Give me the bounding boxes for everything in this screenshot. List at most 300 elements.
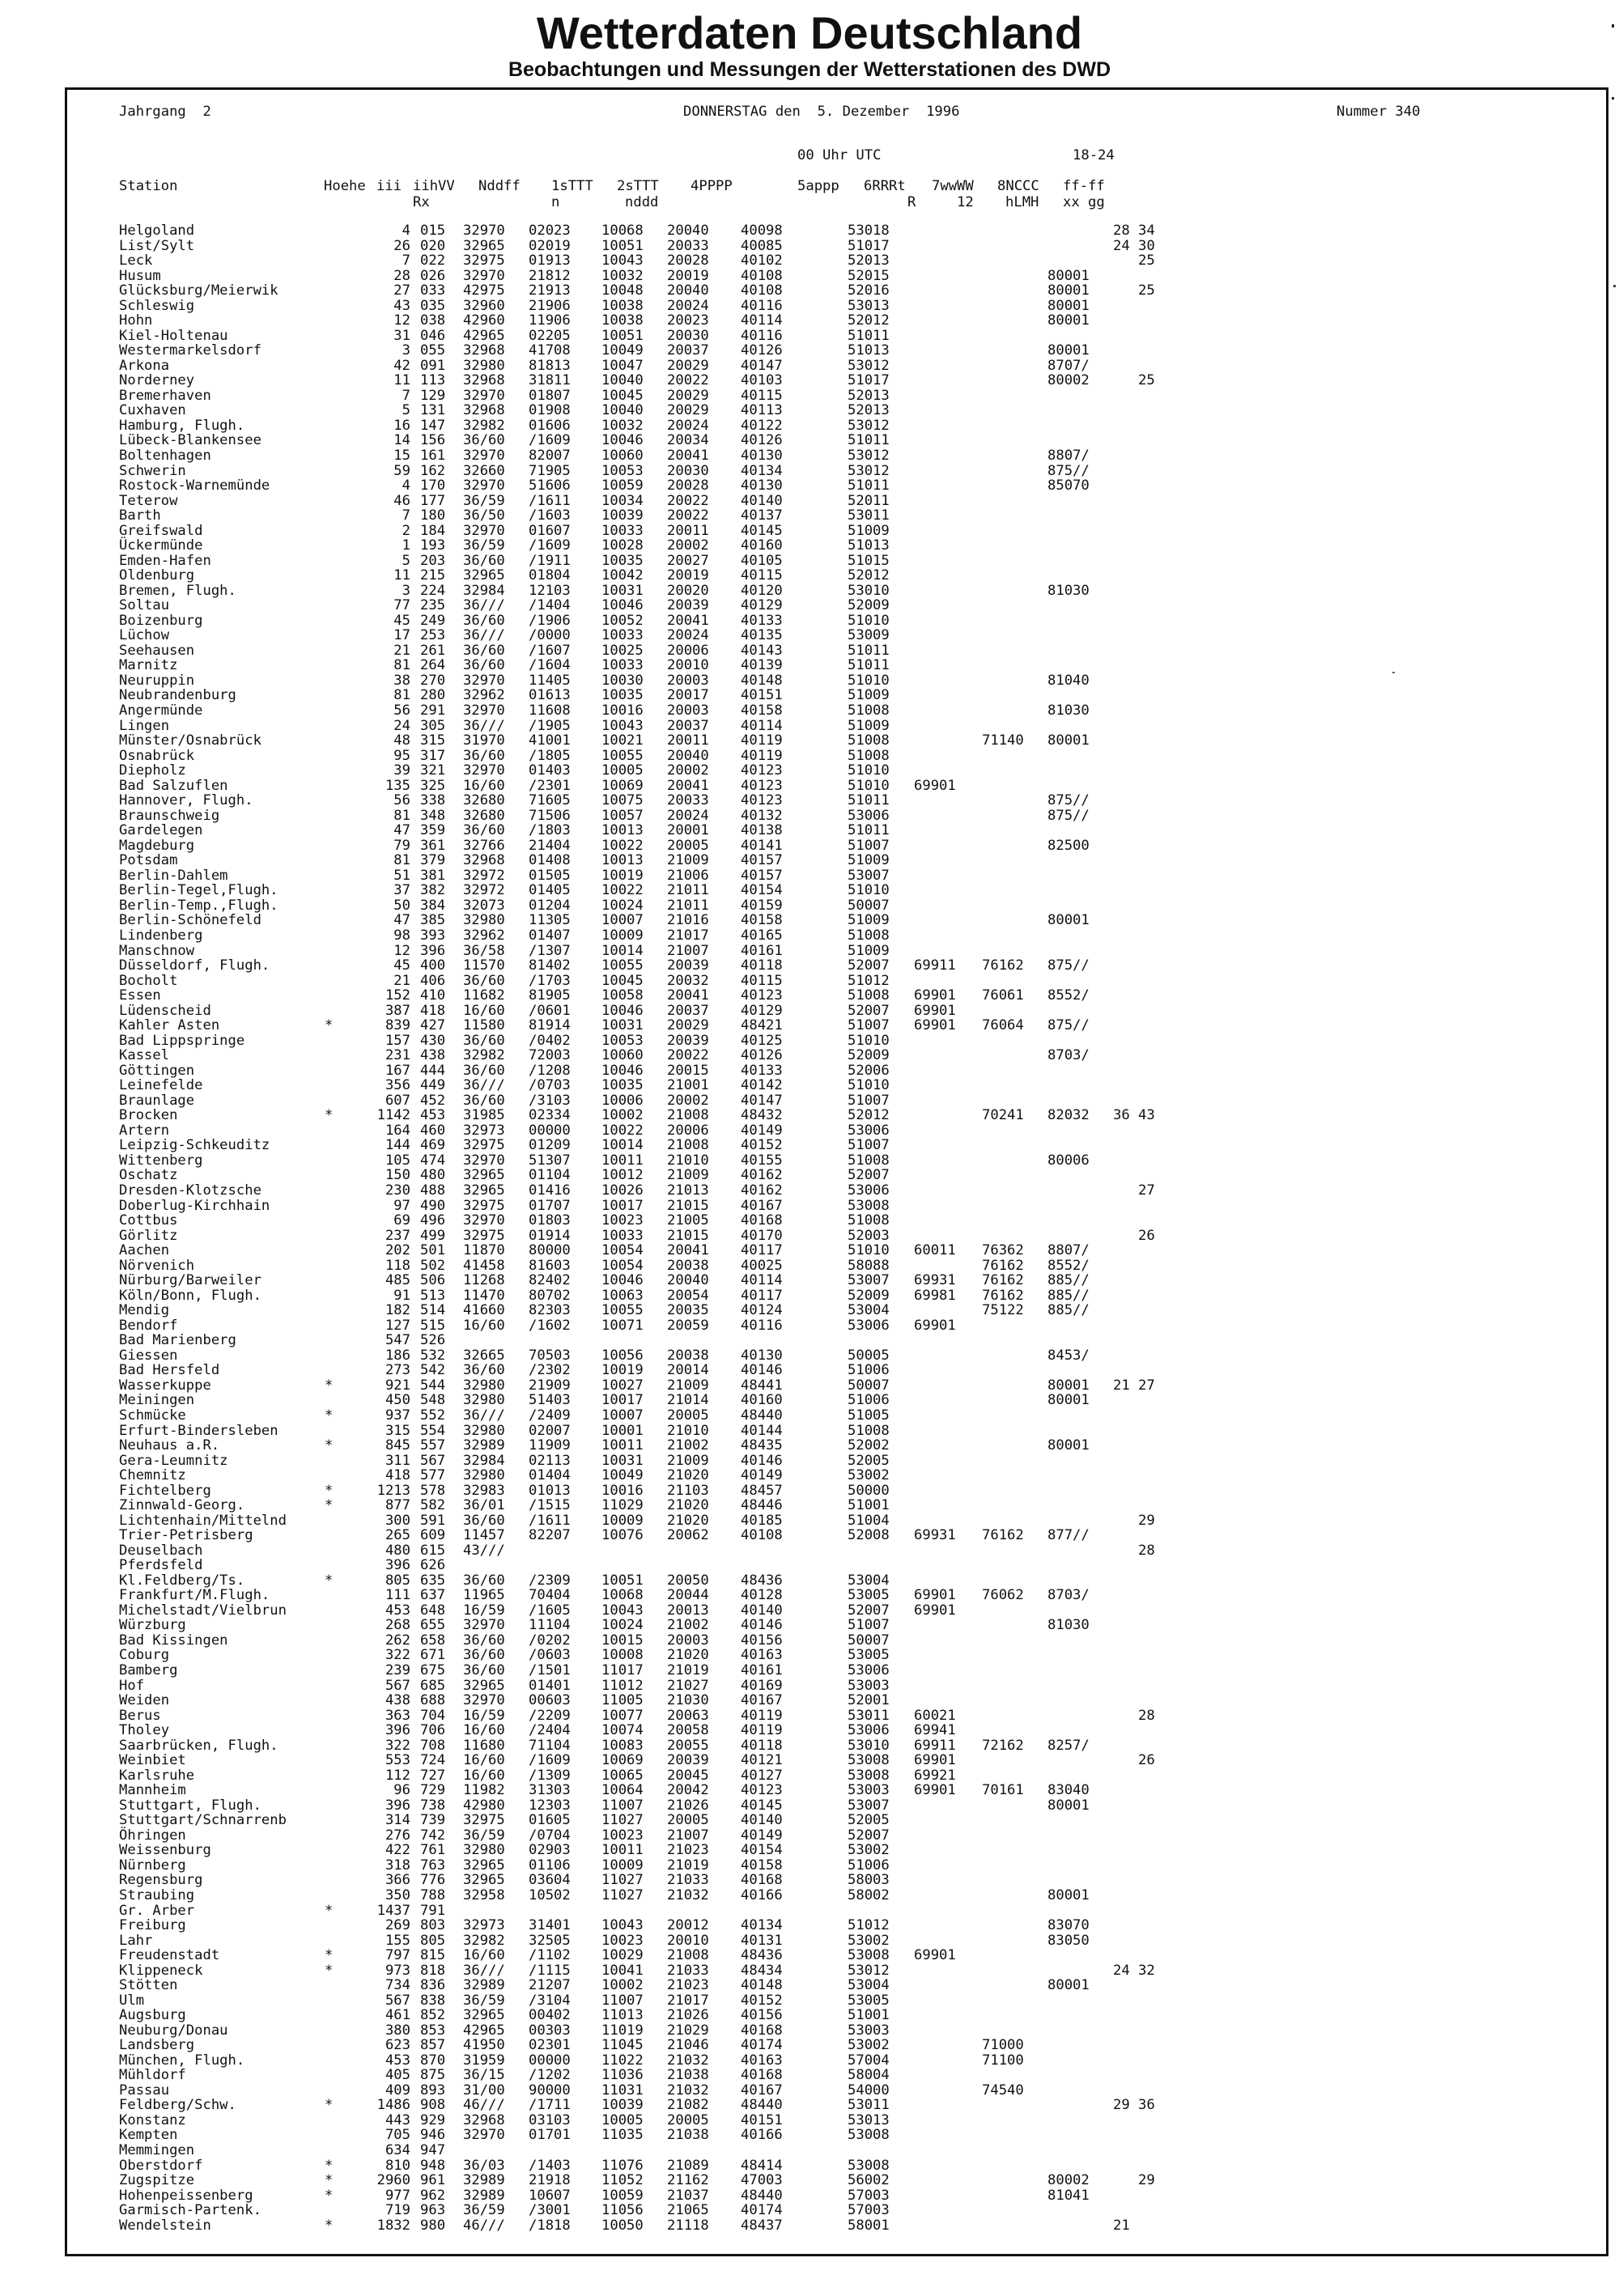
- hoehe-cell: 797: [385, 1947, 410, 1964]
- rrr-cell: [914, 1093, 982, 1109]
- rrr-cell: 69941: [914, 1722, 956, 1739]
- nddff-cell: 01914: [529, 1227, 571, 1244]
- hoehe-cell: 5: [402, 552, 410, 569]
- sttt1-cell: 10023: [601, 1932, 644, 1949]
- nddff-cell: [529, 2143, 601, 2158]
- sttt2-cell: [667, 1333, 741, 1348]
- nddff-cell: 02334: [529, 1107, 571, 1124]
- ff-cell: [1113, 733, 1178, 749]
- ff-cell: [1113, 673, 1178, 689]
- rrr-cell: [914, 584, 982, 599]
- rrr-cell: [914, 343, 982, 359]
- rrr-cell: 60021: [914, 1707, 956, 1724]
- nccc-cell: [1047, 2203, 1113, 2218]
- wwww-cell: [982, 2023, 1047, 2039]
- table-row: [119, 418, 1178, 434]
- station-name: Norderney: [119, 372, 195, 389]
- iii-cell: 427: [420, 1017, 446, 1034]
- pppp-cell: 40174: [741, 2202, 783, 2219]
- nccc-cell: [1047, 928, 1113, 944]
- nccc-cell: 83070: [1047, 1917, 1090, 1934]
- mountain-marker: *: [325, 1437, 334, 1454]
- sttt1-cell: 10071: [601, 1317, 644, 1334]
- ff-cell: [1113, 433, 1178, 448]
- mountain-marker: [325, 329, 339, 344]
- iii-cell: 761: [420, 1842, 446, 1859]
- table-row: [119, 343, 1178, 359]
- appp-cell: 51011: [848, 477, 890, 494]
- pppp-cell: 40116: [741, 297, 783, 314]
- sttt2-cell: 20024: [667, 297, 709, 314]
- ff-cell: [1113, 928, 1178, 944]
- hoehe-cell: 56: [393, 792, 410, 809]
- iii-cell: 615: [420, 1542, 446, 1559]
- iii-cell: 557: [420, 1437, 446, 1454]
- nddff-cell: [529, 1558, 601, 1573]
- nccc-cell: [1047, 524, 1113, 539]
- wwww-cell: [982, 329, 1047, 344]
- sttt2-cell: [667, 2143, 741, 2158]
- rrr-cell: [914, 418, 982, 434]
- table-row: [119, 464, 1178, 479]
- sttt1-cell: 10038: [601, 312, 644, 329]
- table-row: [119, 1753, 1178, 1768]
- wwww-cell: 76061: [982, 987, 1024, 1004]
- sttt1-cell: 10013: [601, 822, 644, 839]
- iihvv-cell: 32975: [463, 1137, 505, 1154]
- pppp-cell: 40123: [741, 792, 783, 809]
- hoehe-cell: 311: [385, 1452, 410, 1469]
- nddff-cell: /1609: [529, 1752, 571, 1769]
- iii-cell: 609: [420, 1527, 446, 1544]
- sttt2-cell: 21038: [667, 2067, 709, 2084]
- pppp-cell: 40161: [741, 1662, 783, 1678]
- appp-cell: 52009: [848, 1047, 890, 1064]
- nccc-cell: 80001: [1047, 267, 1090, 284]
- nddff-cell: 01606: [529, 417, 571, 434]
- nccc-cell: [1047, 1708, 1113, 1724]
- sttt1-cell: 11012: [601, 1677, 644, 1694]
- sttt2-cell: 20015: [667, 1062, 709, 1079]
- nddff-cell: /1711: [529, 2097, 571, 2114]
- appp-cell: 53008: [848, 2127, 890, 2144]
- station-name: Leipzig-Schkeuditz: [119, 1137, 270, 1154]
- ff-cell: [1113, 944, 1178, 959]
- hoehe-cell: 24: [393, 717, 410, 734]
- nddff-cell: /1611: [529, 1512, 571, 1529]
- nddff-cell: 02007: [529, 1422, 571, 1439]
- sttt2-cell: 20041: [667, 777, 709, 794]
- station-name: Mühldorf: [119, 2067, 186, 2084]
- station-name: Köln/Bonn, Flugh.: [119, 1287, 261, 1304]
- iihvv-cell: 31959: [463, 2052, 505, 2069]
- iihvv-cell: [463, 1333, 529, 1348]
- station-name: Westermarkelsdorf: [119, 342, 261, 359]
- sttt2-cell: 21017: [667, 1992, 709, 2009]
- nccc-cell: [1047, 1948, 1113, 1963]
- pppp-cell: 40158: [741, 702, 783, 719]
- iii-cell: 033: [420, 282, 446, 299]
- ff-cell: [1113, 868, 1178, 884]
- nccc-cell: [1047, 2053, 1113, 2069]
- pppp-cell: 40144: [741, 1422, 783, 1439]
- nccc-cell: [1047, 388, 1113, 404]
- nddff-cell: /1403: [529, 2157, 571, 2174]
- mountain-marker: [325, 1168, 339, 1183]
- ff-cell: [1113, 1648, 1178, 1663]
- table-row: [119, 2143, 1178, 2158]
- nddff-cell: 21913: [529, 282, 571, 299]
- sttt1-cell: 10017: [601, 1392, 644, 1409]
- mountain-marker: [325, 1213, 339, 1229]
- wwww-cell: [982, 1858, 1047, 1874]
- mountain-marker: [325, 779, 339, 794]
- sttt1-cell: 10049: [601, 1467, 644, 1484]
- wwww-cell: [982, 1903, 1047, 1919]
- appp-cell: 50007: [848, 897, 890, 914]
- ff-cell: [1113, 1483, 1178, 1499]
- iihvv-cell: 36/58: [463, 942, 505, 959]
- rrr-cell: [914, 1348, 982, 1364]
- nccc-cell: 875//: [1047, 462, 1090, 479]
- wwww-cell: [982, 1888, 1047, 1903]
- nccc-cell: 80001: [1047, 297, 1090, 314]
- hoehe-cell: 480: [385, 1542, 410, 1559]
- pppp-cell: 40151: [741, 2111, 783, 2128]
- nccc-cell: [1047, 1603, 1113, 1619]
- nddff-cell: /1609: [529, 432, 571, 449]
- iii-cell: 870: [420, 2052, 446, 2069]
- appp-cell: 51006: [848, 1857, 890, 1874]
- nccc-cell: [1047, 329, 1113, 344]
- iihvv-cell: 32970: [463, 1692, 505, 1709]
- pppp-cell: 40098: [741, 223, 783, 239]
- iii-cell: 658: [420, 1632, 446, 1649]
- pppp-cell: 40168: [741, 2067, 783, 2084]
- ff-cell: [1113, 2128, 1178, 2143]
- table-row: [119, 1018, 1178, 1033]
- hoehe-cell: 98: [393, 927, 410, 944]
- station-name: Bamberg: [119, 1662, 178, 1678]
- hoehe-cell: 322: [385, 1737, 410, 1754]
- ff-cell: [1113, 343, 1178, 359]
- iihvv-cell: 41458: [463, 1257, 505, 1274]
- pppp-cell: 40139: [741, 657, 783, 674]
- station-name: Soltau: [119, 597, 170, 614]
- mountain-marker: [325, 1603, 339, 1619]
- appp-cell: 53011: [848, 1707, 890, 1724]
- pppp-cell: 40121: [741, 1752, 783, 1769]
- station-name: Seehausen: [119, 642, 195, 659]
- rrr-cell: [914, 2113, 982, 2128]
- iihvv-cell: 32982: [463, 1047, 505, 1064]
- table-row: [119, 373, 1178, 388]
- iihvv-cell: 32975: [463, 1227, 505, 1244]
- ff-cell: [1113, 1588, 1178, 1603]
- rrr-cell: 69901: [914, 1017, 956, 1034]
- station-name: Saarbrücken, Flugh.: [119, 1737, 278, 1754]
- nddff-cell: /0603: [529, 1647, 571, 1664]
- table-row: [119, 1738, 1178, 1754]
- rrr-cell: [914, 1903, 982, 1919]
- table-row: [119, 494, 1178, 509]
- table-row: [119, 928, 1178, 944]
- rrr-cell: [914, 223, 982, 239]
- rrr-cell: [914, 283, 982, 299]
- nddff-cell: /1102: [529, 1947, 571, 1964]
- nddff-cell: 01607: [529, 522, 571, 539]
- mountain-marker: [325, 1738, 339, 1754]
- hoehe-cell: 845: [385, 1437, 410, 1454]
- nccc-cell: 80001: [1047, 1377, 1090, 1394]
- station-name: Düsseldorf, Flugh.: [119, 957, 270, 974]
- iihvv-cell: 42965: [463, 327, 505, 344]
- sttt2-cell: 20042: [667, 1782, 709, 1799]
- wwww-cell: [982, 1828, 1047, 1844]
- iii-cell: 305: [420, 717, 446, 734]
- sttt1-cell: 11029: [601, 1497, 644, 1514]
- table-row: [119, 1303, 1178, 1318]
- station-name: Hohn: [119, 312, 153, 329]
- rrr-cell: [914, 554, 982, 569]
- wwww-cell: [982, 1663, 1047, 1678]
- iihvv-cell: 32982: [463, 417, 505, 434]
- iii-cell: 280: [420, 687, 446, 704]
- iihvv-cell: 32962: [463, 687, 505, 704]
- iii-cell: 501: [420, 1242, 446, 1259]
- table-row: [119, 2128, 1178, 2143]
- ff-cell: [1113, 1903, 1178, 1919]
- pppp-cell: 40167: [741, 1197, 783, 1214]
- nccc-cell: [1047, 1693, 1113, 1708]
- ff-cell: [1113, 898, 1178, 914]
- nddff-cell: 41708: [529, 342, 571, 359]
- nccc-cell: [1047, 1408, 1113, 1424]
- nccc-cell: [1047, 1753, 1113, 1768]
- hoehe-cell: 135: [385, 777, 410, 794]
- hoehe-cell: 38: [393, 672, 410, 689]
- mountain-marker: [325, 2203, 339, 2218]
- ff-cell: [1113, 643, 1178, 659]
- iii-cell: 947: [420, 2142, 446, 2158]
- sttt2-cell: 20019: [667, 567, 709, 584]
- table-row: [119, 719, 1178, 734]
- pppp-cell: 40116: [741, 327, 783, 344]
- pppp-cell: 40130: [741, 477, 783, 494]
- scan-mark: [1612, 24, 1614, 28]
- pppp-cell: 40146: [741, 1362, 783, 1379]
- table-row: [119, 643, 1178, 659]
- nccc-cell: [1047, 1768, 1113, 1784]
- sttt2-cell: 20003: [667, 702, 709, 719]
- pppp-cell: 40126: [741, 1047, 783, 1064]
- nccc-cell: 80001: [1047, 1392, 1090, 1409]
- ff-cell: [1113, 2203, 1178, 2218]
- hoehe-cell: 12: [393, 312, 410, 329]
- ff-cell: [1113, 1363, 1178, 1378]
- hoehe-cell: 607: [385, 1092, 410, 1109]
- pppp-cell: 40124: [741, 1302, 783, 1319]
- sttt1-cell: [601, 1558, 667, 1573]
- station-name: Oldenburg: [119, 567, 195, 584]
- wwww-cell: [982, 253, 1047, 269]
- iii-cell: 480: [420, 1167, 446, 1184]
- nccc-cell: [1047, 1004, 1113, 1019]
- nccc-cell: 875//: [1047, 1017, 1090, 1034]
- sttt1-cell: 11013: [601, 2007, 644, 2024]
- ff-cell: [1113, 1813, 1178, 1828]
- wwww-cell: 71000: [982, 2037, 1024, 2054]
- pppp-cell: 40146: [741, 1617, 783, 1634]
- station-name: Neuruppin: [119, 672, 195, 689]
- iii-cell: 836: [420, 1977, 446, 1994]
- appp-cell: 51010: [848, 762, 890, 779]
- iii-cell: 502: [420, 1257, 446, 1274]
- station-name: Arkona: [119, 357, 170, 374]
- sttt2-cell: 20054: [667, 1287, 709, 1304]
- station-name: Leck: [119, 253, 153, 269]
- table-row: [119, 1588, 1178, 1603]
- table-row: [119, 1573, 1178, 1589]
- nddff-cell: 01913: [529, 253, 571, 269]
- nccc-cell: [1047, 1199, 1113, 1214]
- table-row: [119, 733, 1178, 749]
- appp-cell: 53012: [848, 357, 890, 374]
- rrr-cell: [914, 494, 982, 509]
- rrr-cell: [914, 313, 982, 329]
- nccc-cell: [1047, 1843, 1113, 1858]
- mountain-marker: [325, 2008, 339, 2023]
- ff-cell: [1113, 1424, 1178, 1439]
- mountain-marker: *: [325, 1407, 334, 1424]
- mountain-marker: [325, 1888, 339, 1903]
- nddff-cell: 01209: [529, 1137, 571, 1154]
- iihvv-cell: 36/60: [463, 642, 505, 659]
- rrr-cell: [914, 853, 982, 868]
- nddff-cell: 01701: [529, 2127, 571, 2144]
- rrr-cell: 69911: [914, 1737, 956, 1754]
- table-row: [119, 1393, 1178, 1408]
- mountain-marker: [325, 913, 339, 928]
- wwww-cell: [982, 1168, 1047, 1183]
- iii-cell: 038: [420, 312, 446, 329]
- ff-cell: [1113, 1798, 1178, 1814]
- nccc-cell: [1047, 944, 1113, 959]
- sttt1-cell: 10050: [601, 2217, 644, 2234]
- table-row: [119, 1138, 1178, 1153]
- station-name: Osnabrück: [119, 747, 195, 764]
- mountain-marker: [325, 1229, 339, 1244]
- sttt1-cell: 10039: [601, 507, 644, 524]
- rrr-cell: [914, 883, 982, 898]
- wwww-cell: [982, 2203, 1047, 2218]
- sttt1-cell: 10051: [601, 327, 644, 344]
- iihvv-cell: 16/60: [463, 1752, 505, 1769]
- iii-cell: 321: [420, 762, 446, 779]
- station-name: Neuburg/Donau: [119, 2022, 228, 2039]
- nddff-cell: 81813: [529, 357, 571, 374]
- ff-cell: [1113, 1288, 1178, 1304]
- wwww-cell: 70241: [982, 1107, 1024, 1124]
- table-row: [119, 299, 1178, 314]
- iihvv-cell: 32970: [463, 477, 505, 494]
- iihvv-cell: 32980: [463, 912, 505, 929]
- hoehe-cell: 276: [385, 1827, 410, 1844]
- appp-cell: 53003: [848, 2022, 890, 2039]
- ff-cell: [1113, 2158, 1178, 2174]
- wwww-cell: [982, 1438, 1047, 1454]
- sttt2-cell: 21026: [667, 2007, 709, 2024]
- nccc-cell: [1047, 1678, 1113, 1694]
- ff-cell: [1113, 2068, 1178, 2083]
- hoehe-cell: 95: [393, 747, 410, 764]
- appp-cell: 52013: [848, 402, 890, 419]
- table-row: [119, 239, 1178, 254]
- rrr-cell: [914, 1033, 982, 1049]
- station-name: Coburg: [119, 1647, 170, 1664]
- appp-cell: 51001: [848, 2007, 890, 2024]
- iihvv-cell: 32965: [463, 567, 505, 584]
- iii-cell: 452: [420, 1092, 446, 1109]
- station-name: Teterow: [119, 492, 178, 509]
- wwww-cell: 72162: [982, 1737, 1024, 1754]
- iihvv-cell: 32965: [463, 1167, 505, 1184]
- nccc-cell: [1047, 2098, 1113, 2113]
- mountain-marker: [325, 928, 339, 944]
- station-name: Ückermünde: [119, 537, 203, 554]
- iihvv-cell: 11680: [463, 1737, 505, 1754]
- sttt2-cell: 21002: [667, 1617, 709, 1634]
- hoehe-cell: 805: [385, 1572, 410, 1589]
- mountain-marker: [325, 418, 339, 434]
- sttt1-cell: 10056: [601, 1347, 644, 1364]
- nccc-cell: 875//: [1047, 792, 1090, 809]
- sttt1-cell: 10055: [601, 957, 644, 974]
- appp-cell: 58088: [848, 1257, 890, 1274]
- sttt2-cell: 21032: [667, 1886, 709, 1903]
- table-row: [119, 1438, 1178, 1454]
- station-name: Zinnwald-Georg.: [119, 1497, 245, 1514]
- mountain-marker: [325, 1123, 339, 1139]
- rrr-cell: [914, 524, 982, 539]
- station-name: Erfurt-Bindersleben: [119, 1422, 278, 1439]
- iihvv-cell: 36/60: [463, 1662, 505, 1678]
- pppp-cell: 40119: [741, 1707, 783, 1724]
- nccc-cell: [1047, 1033, 1113, 1049]
- pppp-cell: 48440: [741, 2187, 783, 2204]
- iii-cell: 418: [420, 1002, 446, 1019]
- sttt2-cell: 20014: [667, 1362, 709, 1379]
- ff-cell: [1113, 598, 1178, 613]
- ff-cell: [1113, 1213, 1178, 1229]
- sttt2-cell: 21017: [667, 927, 709, 944]
- hoehe-cell: 28: [393, 267, 410, 284]
- station-name: Freudenstadt: [119, 1947, 220, 1964]
- sttt1-cell: 11027: [601, 1872, 644, 1889]
- iihvv-cell: 31985: [463, 1107, 505, 1124]
- station-name: Berlin-Schönefeld: [119, 912, 261, 929]
- appp-cell: 51007: [848, 1617, 890, 1634]
- rrr-cell: [914, 1558, 982, 1573]
- sttt2-cell: 20002: [667, 537, 709, 554]
- iihvv-cell: 32970: [463, 1617, 505, 1634]
- pppp-cell: 40102: [741, 253, 783, 269]
- sttt2-cell: 20038: [667, 1347, 709, 1364]
- iihvv-cell: 36/59: [463, 2202, 505, 2219]
- appp-cell: 51013: [848, 342, 890, 359]
- wwww-cell: [982, 1933, 1047, 1949]
- mountain-marker: [325, 2053, 339, 2069]
